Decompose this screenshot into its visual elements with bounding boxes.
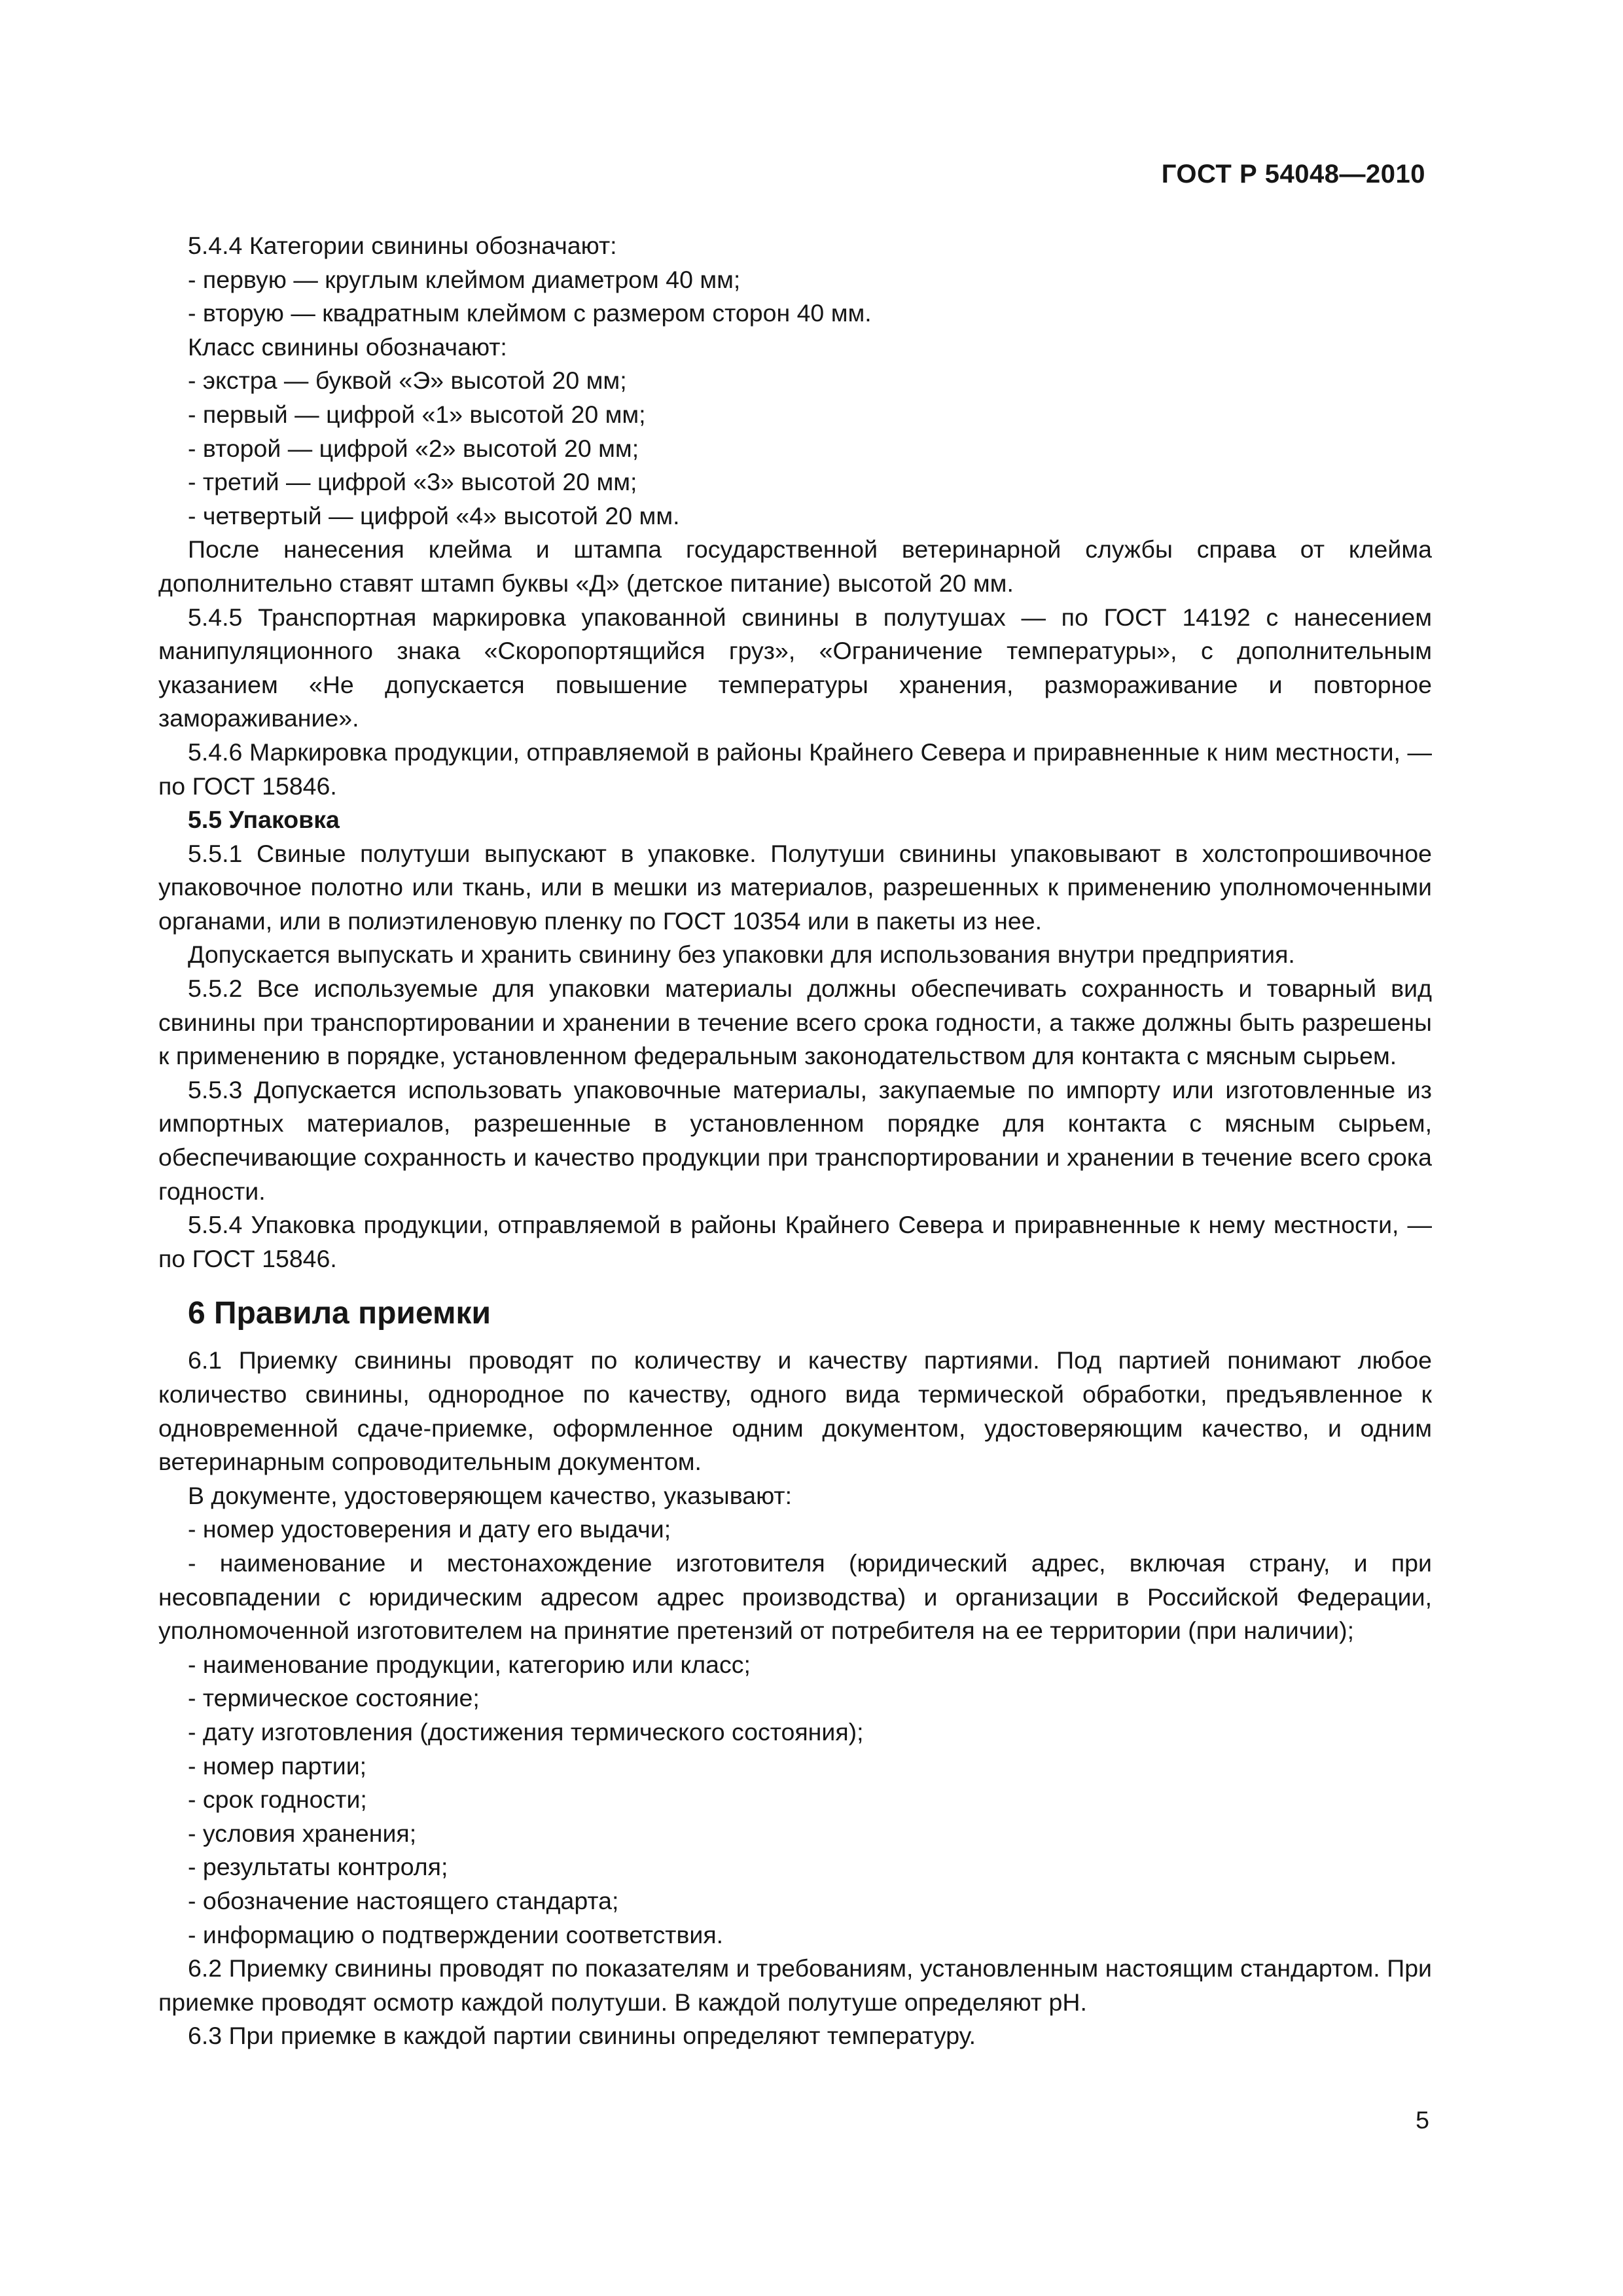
paragraph: - вторую — квадратным клеймом с размером сторон 40 мм. (188, 299, 872, 327)
paragraph: 5.4.4 Категории свинины обозначают: (188, 232, 617, 259)
paragraph: 5.4.5 Транспортная маркировка упакованной свинины в полутушах — по ГОСТ 14192 с нанесением манипуляционного знака «Скоропортящийся груз», «Ограничение температуры», с дополнительным указанием «Не допускается повышение температуры хранения, размораживание и повторное замораживание». (158, 603, 1432, 732)
page-number: 5 (1416, 2106, 1429, 2134)
document-body (158, 229, 1432, 2053)
paragraph: 5.5.1 Свиные полутуши выпускают в упаковке. Полутуши свинины упаковывают в холстопрошивочное упаковочное полотно или ткань, или в мешки из материалов, разрешенных к применению уполномоченными органами, или в полиэтиленовую пленку по ГОСТ 10354 или в пакеты из нее. (158, 839, 1432, 935)
paragraph: Допускается выпускать и хранить свинину без упаковки для использования внутри предприятия. (188, 941, 1295, 969)
paragraph: - третий — цифрой «3» высотой 20 мм; (188, 468, 637, 496)
paragraph: - информацию о подтверждении соответствия. (188, 1920, 724, 1948)
paragraph: - номер удостоверения и дату его выдачи; (188, 1515, 671, 1543)
paragraph: 6.3 При приемке в каждой партии свинины определяют температуру. (188, 2022, 976, 2050)
paragraph: - первый — цифрой «1» высотой 20 мм; (188, 400, 646, 428)
paragraph: 5.4.6 Маркировка продукции, отправляемой в районы Крайнего Севера и приравненные к ним местности, — по ГОСТ 15846. (158, 738, 1432, 800)
paragraph: В документе, удостоверяющем качество, указывают: (188, 1481, 793, 1509)
paragraph: - первую — круглым клеймом диаметром 40 мм; (188, 265, 741, 293)
subsection-heading: 5.5 Упаковка (188, 806, 340, 834)
paragraph: - обозначение настоящего стандарта; (188, 1886, 619, 1914)
paragraph: 5.5.3 Допускается использовать упаковочные материалы, закупаемые по импорту или изготовленные из импортных материалов, разрешенные в установленном порядке для контакта с мясным сырьем, обеспечивающие сохранность и качество продукции при транспортировании и хранении в течение всего срока годности. (158, 1075, 1432, 1205)
paragraph: - второй — цифрой «2» высотой 20 мм; (188, 434, 639, 462)
document-code-header: ГОСТ Р 54048—2010 (1161, 160, 1425, 188)
section-heading: 6 Правила приемки (188, 1296, 491, 1331)
paragraph: Класс свинины обозначают: (188, 332, 507, 361)
paragraph: - условия хранения; (188, 1819, 417, 1847)
paragraph: 6.2 Приемку свинины проводят по показателям и требованиям, установленным настоящим стандартом. При приемке проводят осмотр каждой полутуши. В каждой полутуше определяют pH. (158, 1954, 1432, 2016)
paragraph: - наименование продукции, категорию или класс; (188, 1650, 751, 1678)
paragraph: - дату изготовления (достижения термического состояния); (188, 1717, 864, 1746)
paragraph: - срок годности; (188, 1785, 367, 1814)
paragraph: После нанесения клейма и штампа государственной ветеринарной службы справа от клейма дополнительно ставят штамп буквы «Д» (детское питание) высотой 20 мм. (158, 535, 1432, 597)
paragraph: 5.5.4 Упаковка продукции, отправляемой в районы Крайнего Севера и приравненные к нему местности, — по ГОСТ 15846. (158, 1211, 1432, 1272)
paragraph: 6.1 Приемку свинины проводят по количеству и качеству партиями. Под партией понимают любое количество свинины, однородное по качеству, одного вида термической обработки, предъявленное к одновременной сдаче-приемке, оформленное одним документом, удостоверяющим качество, и одним ветеринарным сопроводительным документом. (158, 1346, 1432, 1476)
paragraph: - термическое состояние; (188, 1684, 480, 1712)
paragraph: 5.5.2 Все используемые для упаковки материалы должны обеспечивать сохранность и товарный вид свинины при транспортировании и хранении в течение всего срока годности, а также должны быть разрешены к применению в порядке, установленном федеральным законодательством для контакта с мясным сырьем. (158, 975, 1432, 1070)
paragraph: - четвертый — цифрой «4» высотой 20 мм. (188, 501, 680, 529)
paragraph: - наименование и местонахождение изготовителя (юридический адрес, включая страну, и при несовпадении с юридическим адресом адрес производства) и организации в Российской Федерации, уполномоченной изготовителем на принятие претензий от потребителя на ее территории (при наличии); (158, 1549, 1432, 1645)
paragraph: - номер партии; (188, 1751, 367, 1780)
paragraph: - экстра — буквой «Э» высотой 20 мм; (188, 367, 627, 395)
paragraph: - результаты контроля; (188, 1853, 448, 1881)
